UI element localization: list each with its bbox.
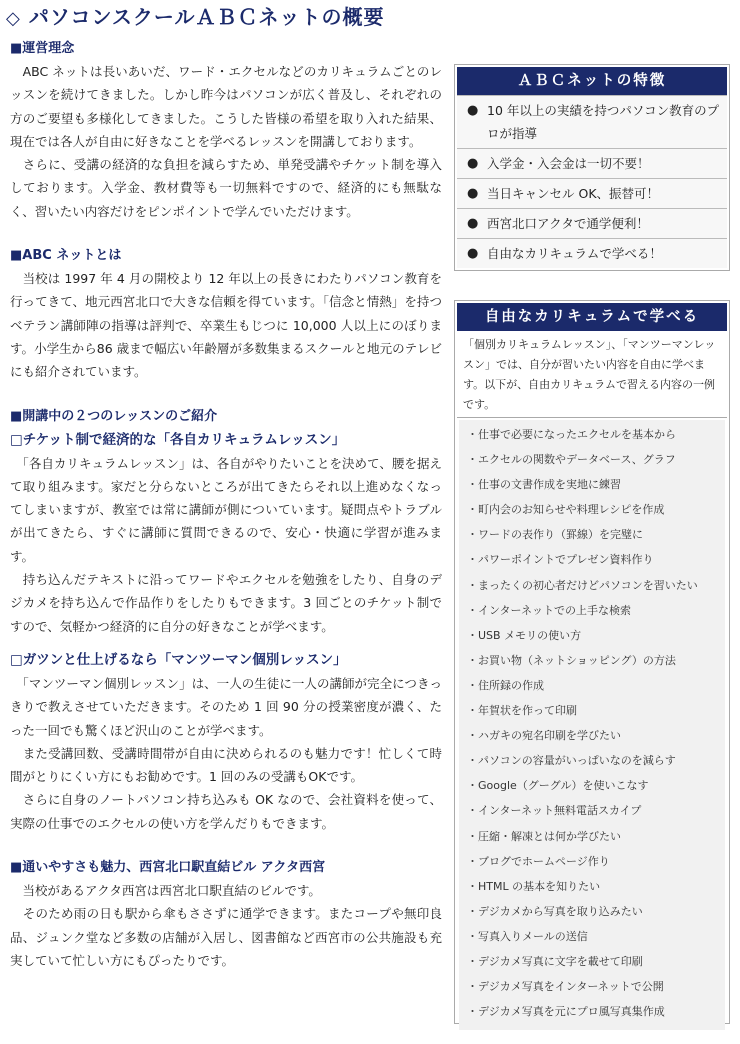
paragraph: さらに、受講の経済的な負担を減らすため、単発受講やチケット制を導入しております。入学金、教材費等も一切無料ですので、経済的にも無駄なく、習いたい内容だけをピンポイントで学んでいただけます。 [10, 157, 442, 219]
diamond-icon: ◇ [6, 8, 21, 29]
curriculum-intro: 「個別カリキュラムレッスン」、「マンツーマンレッスン」では、自分が習いたい内容を自由に学べます。以下が、自由カリキュラムで習える内容の一例です。 [463, 338, 716, 411]
paragraph: そのため雨の日も駅から傘もささずに通学できます。またコープや無印良品、ジュンク堂など多数の店舗が入居し、図書館など西宮市の公共施設も充実していて忙しい方にもぴったりです。 [10, 906, 442, 968]
curriculum-item: ・住所録の作成 [467, 678, 544, 692]
feature-item [457, 238, 727, 268]
feature-text: 西宮北口アクタで通学便利！ [487, 216, 649, 231]
curriculum-box-title: 自由なカリキュラムで学べる [457, 303, 727, 331]
page-title-text: パソコンスクールＡＢＣネットの概要 [28, 5, 385, 29]
bullet-icon: ● [467, 156, 479, 171]
curriculum-item: ・デジカメ写真を元にプロ風写真集作成 [467, 1005, 665, 1019]
paragraph: ABC ネットは長いあいだ、ワード・エクセルなどのカリキュラムごとのレッスンを続けてきました。しかし昨今はパソコンが広く普及し、それぞれの方のご要望も多様化してきました。こうした皆様の希望を取り入れた結果、現在では各人が自由に好きなことを学べるレッスンを開講しております。 [10, 64, 442, 149]
curriculum-item: ・まったくの初心者だけどパソコンを習いたい [467, 578, 698, 592]
curriculum-item: ・圧縮・解凍とは何か学びたい [467, 829, 621, 843]
curriculum-item: ・デジカメ写真をインターネットで公開 [467, 980, 664, 994]
section-heading-lessons: ■開講中の２つのレッスンのご紹介 [10, 408, 218, 424]
curriculum-item: ・デジカメから写真を取り込みたい [467, 904, 643, 918]
curriculum-item: ・ハガキの宛名印刷を学びたい [467, 729, 621, 743]
feature-item [457, 95, 727, 148]
bullet-icon: ● [467, 103, 479, 118]
curriculum-list [459, 420, 725, 1030]
feature-text: 自由なカリキュラムで学べる！ [487, 246, 662, 261]
feature-item [457, 208, 727, 238]
curriculum-item: ・ブログでホームページ作り [467, 854, 610, 868]
section-heading-access: ■通いやすさも魅力、西宮北口駅直結ビル アクタ西宮 [10, 860, 326, 876]
curriculum-item: ・Google（グーグル）を使いこなす [467, 779, 649, 793]
curriculum-item: ・エクセルの関数やデータベース、グラフ [467, 453, 676, 467]
curriculum-item: ・パソコンの容量がいっぱいなのを減らす [467, 754, 676, 768]
bullet-icon: ● [467, 186, 479, 201]
bullet-icon: ● [467, 216, 479, 231]
paragraph: 当校は 1997 年 4 月の開校より 12 年以上の長きにわたりパソコン教育を行ってきて、地元西宮北口で大きな信頼を得ています。「信念と情熱」を持つベテラン講師陣の指導は評判で、卒業生もじつに 10,000 人以上にのぼります。小学生から86 歳まで幅広い年齢層が多数集まるスクールと地元のテレビにも紹介されています。 [10, 271, 442, 380]
subheading-ticket-lesson: □チケット制で経済的な「各自カリキュラムレッスン」 [10, 431, 346, 448]
features-box [454, 64, 730, 271]
feature-text: 10 年以上の実績を持つパソコン教育のプロが指導 [487, 103, 720, 141]
bullet-icon: ● [467, 246, 479, 261]
section-heading-about: ■ABC ネットとは [10, 248, 122, 264]
curriculum-item: ・インターネットでの上手な検索 [467, 603, 632, 617]
subheading-private-lesson: □ガツンと仕上げるなら「マンツーマン個別レッスン」 [10, 651, 347, 668]
main-content [10, 38, 442, 972]
paragraph: 持ち込んだテキストに沿ってワードやエクセルを勉強をしたり、自身のデジカメを持ち込んで作品作りをしたりもできます。3 回ごとのチケット制ですので、気軽かつ経済的に自分の好きなことが学べます。 [10, 572, 442, 634]
curriculum-item: ・写真入りメールの送信 [467, 929, 588, 943]
feature-item [457, 148, 727, 178]
curriculum-item: ・仕事の文書作成を実地に練習 [467, 478, 621, 492]
curriculum-item: ・パワーポイントでプレゼン資料作り [467, 553, 654, 567]
curriculum-item: ・ワードの表作り（罫線）を完璧に [467, 528, 643, 542]
curriculum-item: ・インターネット無料電話スカイプ [467, 804, 642, 818]
curriculum-item: ・町内会のお知らせや料理レシピを作成 [467, 503, 665, 517]
feature-text: 当日キャンセル OK、振替可！ [487, 186, 660, 201]
paragraph: また受講回数、受講時間帯が自由に決められるのも魅力です！忙しくて時間がとりにくい方にもお勧めです。1 回のみの受講もOKです。 [10, 745, 442, 785]
curriculum-item: ・仕事で必要になったエクセルを基本から [467, 428, 676, 441]
page-title [6, 2, 384, 32]
curriculum-item: ・HTML の基本を知りたい [467, 879, 601, 893]
curriculum-item: ・デジカメ写真に文字を載せて印刷 [467, 954, 643, 968]
paragraph: 「マンツーマン個別レッスン」は、一人の生徒に一人の講師が完全につきっきりで教えさせていただきます。そのため 1 回 90 分の授業密度が濃く、たった一回でも驚くほど沢山のことが学べます。 [10, 675, 442, 738]
paragraph: 当校があるアクタ西宮は西宮北口駅直結のビルです。 [10, 883, 321, 899]
feature-item [457, 178, 727, 208]
feature-text: 入学金・入会金は一切不要！ [487, 156, 650, 171]
curriculum-item: ・USB メモリの使い方 [467, 628, 582, 642]
curriculum-box [454, 300, 730, 1024]
divider [457, 417, 727, 418]
paragraph: さらに自身のノートパソコン持ち込みも OK なので、会社資料を使って、実際の仕事でのエクセルの使い方を学んだりもできます。 [10, 792, 442, 831]
features-box-title: ＡＢＣネットの特徴 [457, 67, 727, 95]
curriculum-item: ・年賀状を作って印刷 [467, 704, 577, 718]
paragraph: 「各自カリキュラムレッスン」は、各自がやりたいことを決めて、腰を据えて取り組みます。家だと分らないところが出てきたらそれ以上進めなくなってしまいますが、教室では常に講師が側についています。疑問点やトラブルが出てきたら、すぐに講師に質問できるので、安心・快適に学習が進みます。 [10, 455, 442, 564]
curriculum-item: ・お買い物（ネットショッピング）の方法 [467, 653, 676, 667]
section-heading-philosophy: ■運営理念 [10, 41, 75, 56]
